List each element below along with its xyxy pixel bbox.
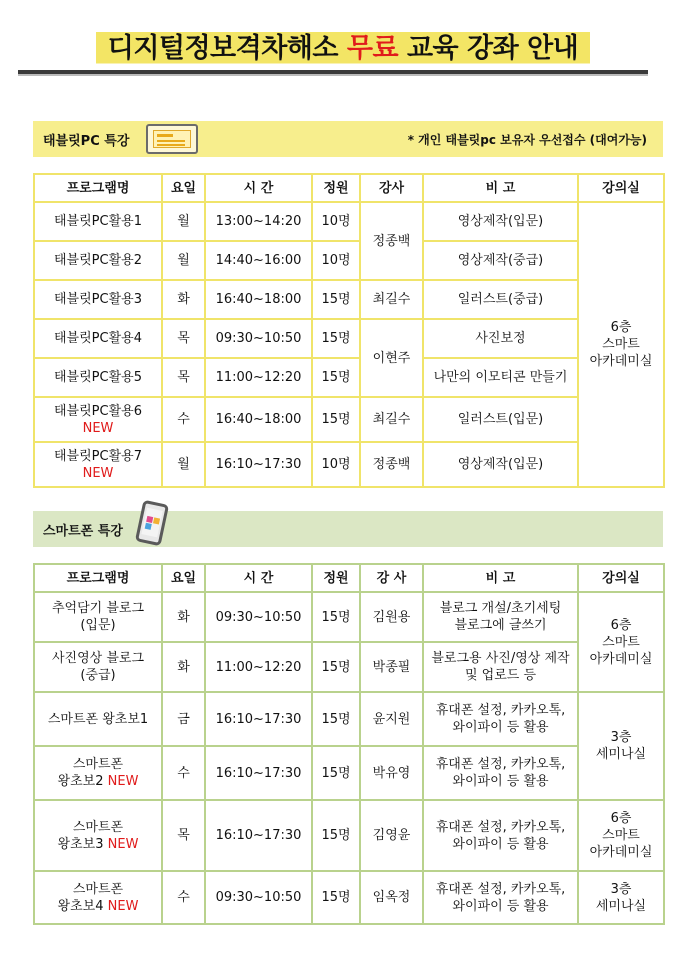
day: 수 <box>162 746 205 800</box>
note: 나만의 이모티콘 만들기 <box>423 358 578 397</box>
note <box>423 642 578 692</box>
instructor: 김원용 <box>360 592 423 642</box>
capacity: 15명 <box>312 746 360 800</box>
room-line: 6층 <box>610 811 632 826</box>
room-line: 세미나실 <box>595 898 647 914</box>
day: 월 <box>162 241 205 280</box>
table-row <box>34 280 664 319</box>
time: 09:30~10:50 <box>205 592 312 642</box>
instructor: 박종필 <box>360 642 423 692</box>
note-line: 휴대폰 설정, 카카오톡, <box>435 881 566 897</box>
program-name-line: (중급) <box>80 668 116 683</box>
note: 일러스트(중급) <box>423 280 578 319</box>
note-line: 및 업로드 등 <box>464 668 537 683</box>
capacity: 15명 <box>312 692 360 746</box>
time: 11:00~12:20 <box>205 642 312 692</box>
instructor: 임옥정 <box>360 871 423 924</box>
header-note: 비 고 <box>423 174 578 202</box>
time: 16:10~17:30 <box>205 692 312 746</box>
room-line: 스마트 <box>602 337 640 352</box>
instructor: 김영윤 <box>360 800 423 871</box>
day: 화 <box>162 592 205 642</box>
table-row <box>34 642 664 692</box>
room-line: 세미나실 <box>595 747 647 762</box>
time: 13:00~14:20 <box>205 202 312 241</box>
header-room: 강의실 <box>578 174 664 202</box>
header-note: 비 고 <box>423 564 578 592</box>
program-name-line: 스마트폰 왕초보1 <box>47 711 149 727</box>
program-name <box>34 642 162 692</box>
note <box>423 692 578 746</box>
day: 목 <box>162 358 205 397</box>
title-text <box>96 22 591 67</box>
note-line: 휴대폰 설정, 카카오톡, <box>435 757 566 772</box>
program-name-line: 스마트폰 <box>72 881 124 897</box>
time: 09:30~10:50 <box>205 319 312 358</box>
program-name <box>34 871 162 924</box>
header-instructor: 강 사 <box>360 564 423 592</box>
time: 16:10~17:30 <box>205 746 312 800</box>
instructor: 박유영 <box>360 746 423 800</box>
program-name: 태블릿PC활용4 <box>34 319 162 358</box>
day: 화 <box>162 280 205 319</box>
note-line: 휴대폰 설정, 카카오톡, <box>435 819 566 835</box>
capacity: 15명 <box>312 800 360 871</box>
new-badge: NEW <box>82 465 114 481</box>
note: 일러스트(입문) <box>423 397 578 442</box>
note <box>423 592 578 642</box>
program-name-line: 왕초보4 <box>57 898 104 914</box>
new-badge: NEW <box>107 836 139 852</box>
program-name <box>34 800 162 871</box>
note: 영상제작(중급) <box>423 241 578 280</box>
program-name-line: 왕초보2 <box>57 774 104 789</box>
program-name-line: 추억담기 블로그 <box>51 601 145 616</box>
room <box>578 800 664 871</box>
program-name <box>34 692 162 746</box>
program-name: 태블릿PC활용2 <box>34 241 162 280</box>
room <box>578 202 664 487</box>
instructor: 최길수 <box>360 280 423 319</box>
smartphone-schedule-table <box>33 563 665 925</box>
smartphone-section-header <box>33 511 663 547</box>
program-name: 태블릿PC활용1 <box>34 202 162 241</box>
table-row <box>34 800 664 871</box>
header-capacity: 정원 <box>312 174 360 202</box>
table-row <box>34 358 664 397</box>
note-line: 와이파이 등 활용 <box>452 774 549 789</box>
note-line: 휴대폰 설정, 카카오톡, <box>435 703 566 718</box>
table-row <box>34 397 664 442</box>
tablet-section-label: 태블릿PC 특강 <box>43 133 130 149</box>
day: 월 <box>162 442 205 487</box>
room <box>578 592 664 692</box>
title-underline-shadow <box>18 74 648 76</box>
room-line: 스마트 <box>602 828 640 843</box>
tablet-schedule-table <box>33 173 665 488</box>
header-program: 프로그램명 <box>34 564 162 592</box>
time: 16:10~17:30 <box>205 442 312 487</box>
table-row <box>34 592 664 642</box>
instructor: 윤지원 <box>360 692 423 746</box>
day: 목 <box>162 800 205 871</box>
room-line: 3층 <box>610 730 632 745</box>
table-header-row <box>34 564 664 592</box>
room-line: 3층 <box>610 881 632 897</box>
day: 금 <box>162 692 205 746</box>
room-line: 6층 <box>610 320 632 335</box>
note <box>423 800 578 871</box>
note-line: 와이파이 등 활용 <box>452 898 549 914</box>
room-line: 아카데미실 <box>589 354 653 369</box>
new-badge: NEW <box>82 420 114 436</box>
title-rest: 교육 강좌 안내 <box>406 33 579 64</box>
note-line: 와이파이 등 활용 <box>452 836 549 852</box>
capacity: 10명 <box>312 241 360 280</box>
day: 화 <box>162 642 205 692</box>
table-row <box>34 746 664 800</box>
program-name: 태블릿PC활용3 <box>34 280 162 319</box>
title-highlight-free: 무료 <box>346 33 399 64</box>
instructor: 최길수 <box>360 397 423 442</box>
day: 수 <box>162 397 205 442</box>
table-row <box>34 692 664 746</box>
new-badge: NEW <box>107 898 139 914</box>
capacity: 15명 <box>312 358 360 397</box>
table-row <box>34 202 664 241</box>
capacity: 10명 <box>312 442 360 487</box>
day: 월 <box>162 202 205 241</box>
header-program: 프로그램명 <box>34 174 162 202</box>
program-name <box>34 397 162 442</box>
header-day: 요일 <box>162 174 205 202</box>
capacity: 15명 <box>312 280 360 319</box>
capacity: 15명 <box>312 642 360 692</box>
note-line: 블로그용 사진/영상 제작 <box>431 651 570 666</box>
capacity: 15명 <box>312 871 360 924</box>
capacity: 15명 <box>312 397 360 442</box>
room-line: 스마트 <box>602 634 640 650</box>
smartphone-section-label: 스마트폰 특강 <box>43 523 123 539</box>
room-line: 아카데미실 <box>589 651 653 667</box>
note: 영상제작(입문) <box>423 202 578 241</box>
program-name-line: 스마트폰 <box>72 757 124 772</box>
note: 사진보정 <box>423 319 578 358</box>
header-capacity: 정원 <box>312 564 360 592</box>
note-line: 와이파이 등 활용 <box>452 720 549 735</box>
instructor: 정종백 <box>360 442 423 487</box>
note <box>423 871 578 924</box>
title-main: 디지털정보격차해소 <box>107 33 338 64</box>
capacity: 10명 <box>312 202 360 241</box>
new-badge: NEW <box>107 774 139 789</box>
program-name-line: 왕초보3 <box>57 836 104 852</box>
instructor: 이현주 <box>360 319 423 397</box>
time: 16:40~18:00 <box>205 280 312 319</box>
note: 영상제작(입문) <box>423 442 578 487</box>
table-row <box>34 442 664 487</box>
program-name: 태블릿PC활용5 <box>34 358 162 397</box>
time: 14:40~16:00 <box>205 241 312 280</box>
program-name <box>34 592 162 642</box>
instructor: 정종백 <box>360 202 423 280</box>
table-row <box>34 871 664 924</box>
program-name <box>34 746 162 800</box>
table-row <box>34 241 664 280</box>
header-time: 시 간 <box>205 564 312 592</box>
header-time: 시 간 <box>205 174 312 202</box>
program-name-text: 태블릿PC활용7 <box>54 448 142 464</box>
tablet-icon <box>146 124 198 154</box>
header-day: 요일 <box>162 564 205 592</box>
room-line: 아카데미실 <box>589 845 653 860</box>
table-row <box>34 319 664 358</box>
note-line: 블로그 개설/초기세팅 <box>439 601 562 616</box>
program-name-line: (입문) <box>80 618 116 633</box>
time: 11:00~12:20 <box>205 358 312 397</box>
capacity: 15명 <box>312 319 360 358</box>
day: 목 <box>162 319 205 358</box>
smartphone-icon <box>135 500 169 546</box>
tablet-section-header <box>33 121 663 157</box>
room <box>578 871 664 924</box>
time: 09:30~10:50 <box>205 871 312 924</box>
room-line: 6층 <box>610 617 632 633</box>
capacity: 15명 <box>312 592 360 642</box>
program-name-line: 스마트폰 <box>72 819 124 835</box>
header-instructor: 강사 <box>360 174 423 202</box>
tablet-section-note: * 개인 태블릿pc 보유자 우선접수 (대여가능) <box>407 132 647 147</box>
program-name <box>34 442 162 487</box>
note <box>423 746 578 800</box>
time: 16:40~18:00 <box>205 397 312 442</box>
page-title <box>0 22 686 67</box>
time: 16:10~17:30 <box>205 800 312 871</box>
day: 수 <box>162 871 205 924</box>
note-line: 블로그에 글쓰기 <box>454 618 547 633</box>
room <box>578 692 664 800</box>
table-header-row <box>34 174 664 202</box>
header-room: 강의실 <box>578 564 664 592</box>
program-name-line: 사진영상 블로그 <box>51 651 145 666</box>
program-name-text: 태블릿PC활용6 <box>54 403 142 419</box>
